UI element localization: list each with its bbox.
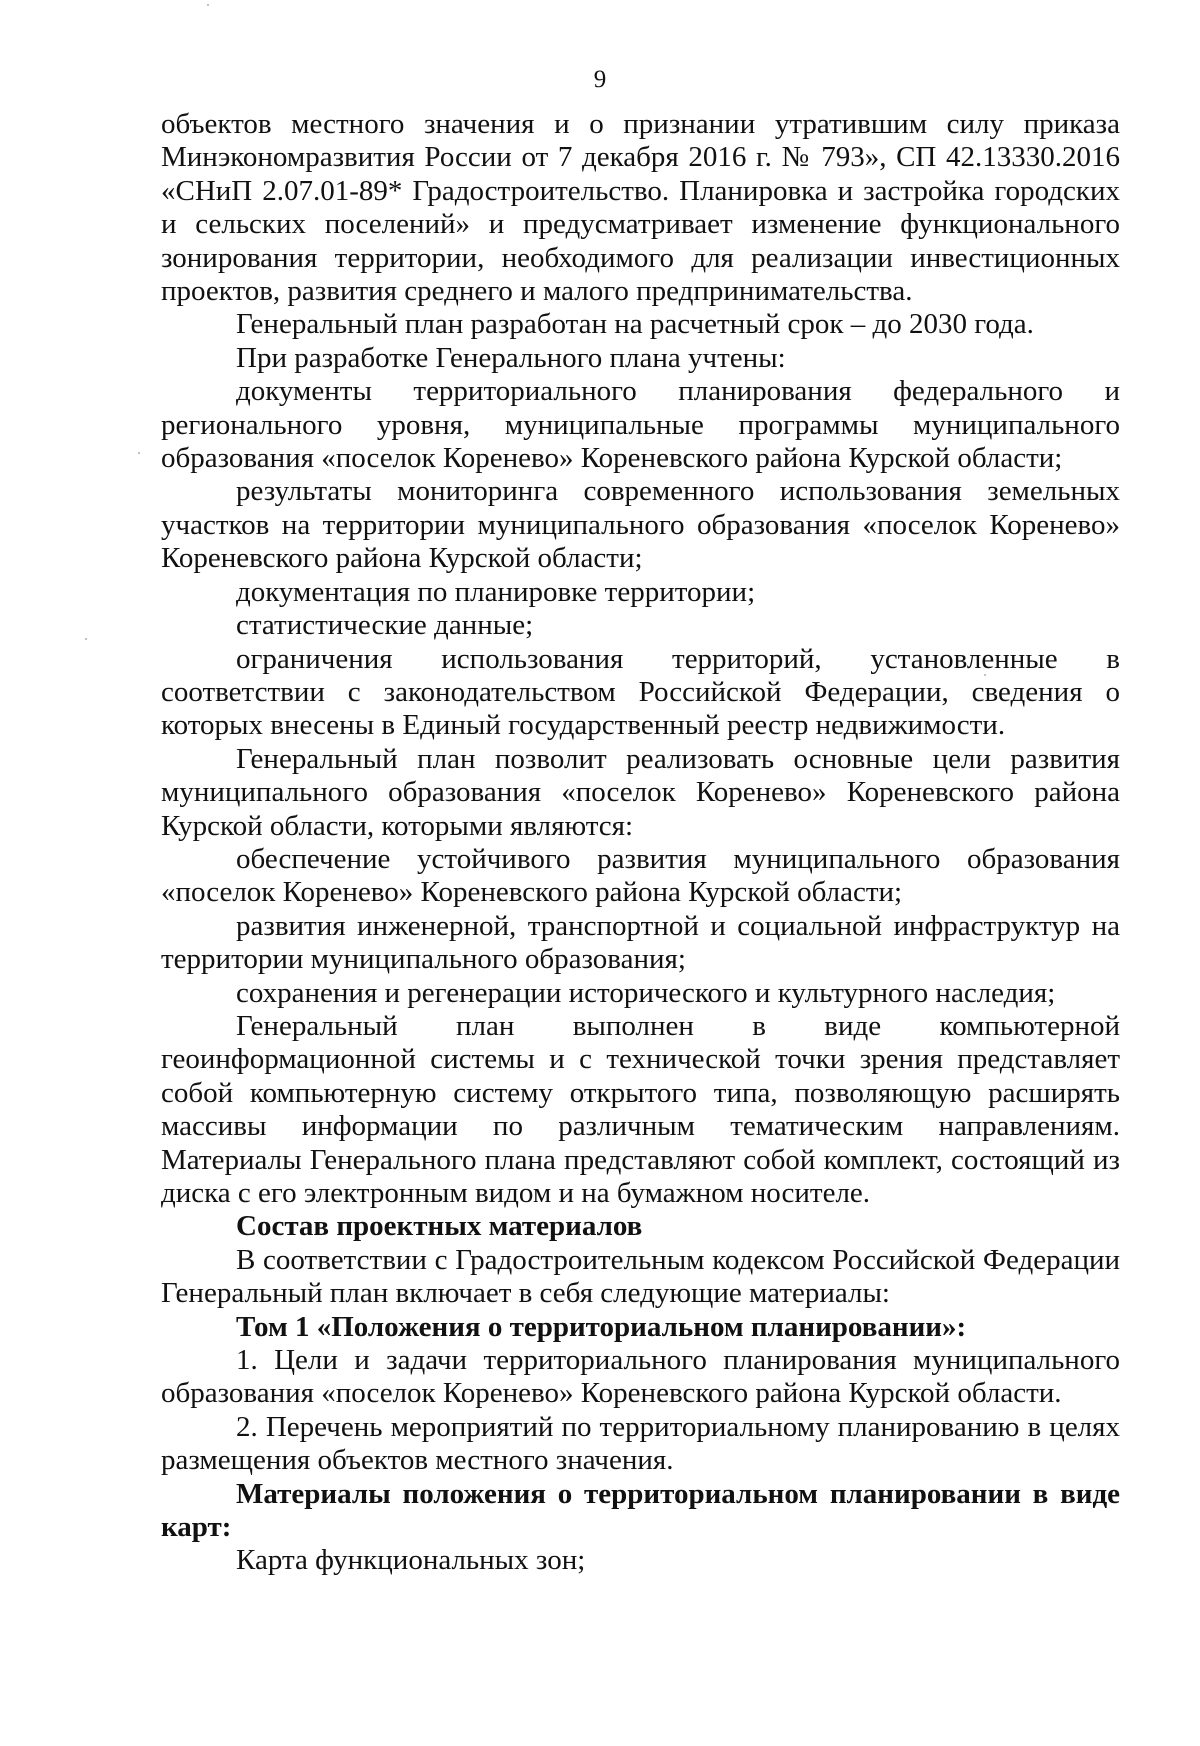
list-item-statistics: статистические данные;	[236, 609, 534, 642]
list-item-heritage: сохранения и регенерации исторического и культурного наследия;	[236, 976, 1056, 1009]
list-item-functional-zones-map: Карта функциональных зон;	[236, 1544, 586, 1577]
scan-speck	[138, 452, 140, 454]
section-heading-materials: Состав проектных материалов	[236, 1210, 643, 1243]
list-item-infrastructure: развития инженерной, транспортной и социальной инфраструктур на территории муниципального образования;	[161, 909, 1120, 976]
paragraph-considered-intro: При разработке Генерального плана учтены:	[236, 341, 786, 374]
page-number: 9	[593, 66, 607, 93]
scan-speck	[85, 638, 87, 640]
list-item-planning-documentation: документация по планировке территории;	[236, 575, 756, 608]
scan-speck	[207, 4, 209, 6]
list-item-sustainable-development: обеспечение устойчивого развития муниципального образования «поселок Коренево» Кореневского района Курской области;	[161, 842, 1120, 909]
list-item-monitoring-results: результаты мониторинга современного использования земельных участков на территории муниципального образования «поселок Коренево» Кореневского района Курской области;	[161, 475, 1120, 575]
numbered-item-2: 2. Перечень мероприятий по территориальному планированию в целях размещения объектов местного значения.	[161, 1410, 1120, 1477]
paragraph-continuation: объектов местного значения и о признании утратившим силу приказа Минэкономразвития России от 7 декабря 2016 г. № 793», СП 42.13330.2016 «СНиП 2.07.01-89* Градостроительство. Планировка и застройка городских и сельских поселений» и предусматривает изменение функционального зонирования территории, необходимого для реализации инвестиционных проектов, развития среднего и малого предпринимательства.	[161, 108, 1120, 308]
maps-heading: Материалы положения о территориальном планировании в виде карт:	[161, 1477, 1120, 1544]
paragraph-materials-intro: В соответствии с Градостроительным кодексом Российской Федерации Генеральный план включает в себя следующие материалы:	[161, 1243, 1120, 1310]
scan-speck	[984, 674, 986, 676]
numbered-item-1: 1. Цели и задачи территориального планирования муниципального образования «поселок Коренево» Кореневского района Курской области.	[161, 1344, 1120, 1410]
paragraph-goals-intro: Генеральный план позволит реализовать основные цели развития муниципального образования «поселок Коренево» Кореневского района Курской области, которыми являются:	[161, 742, 1120, 842]
volume-heading: Том 1 «Положения о территориальном планировании»:	[236, 1310, 967, 1343]
paragraph-gis: Генеральный план выполнен в виде компьютерной геоинформационной системы и с технической точки зрения представляет собой компьютерную систему открытого типа, позволяющую расширять массивы информации по различным тематическим направлениям. Материалы Генерального плана представляют собой комплект, состоящий из диска с его электронным видом и на бумажном носителе.	[161, 1009, 1120, 1209]
list-item-planning-documents: документы территориального планирования федерального и регионального уровня, муниципальные программы муниципального образования «поселок Коренево» Кореневского района Курской области;	[161, 375, 1120, 475]
list-item-restrictions: ограничения использования территорий, установленные в соответствии с законодательством Российской Федерации, сведения о которых внесены в Единый государственный реестр недвижимости.	[161, 642, 1120, 742]
paragraph-planning-period: Генеральный план разработан на расчетный срок – до 2030 года.	[236, 308, 1034, 341]
document-body	[161, 108, 1120, 1578]
